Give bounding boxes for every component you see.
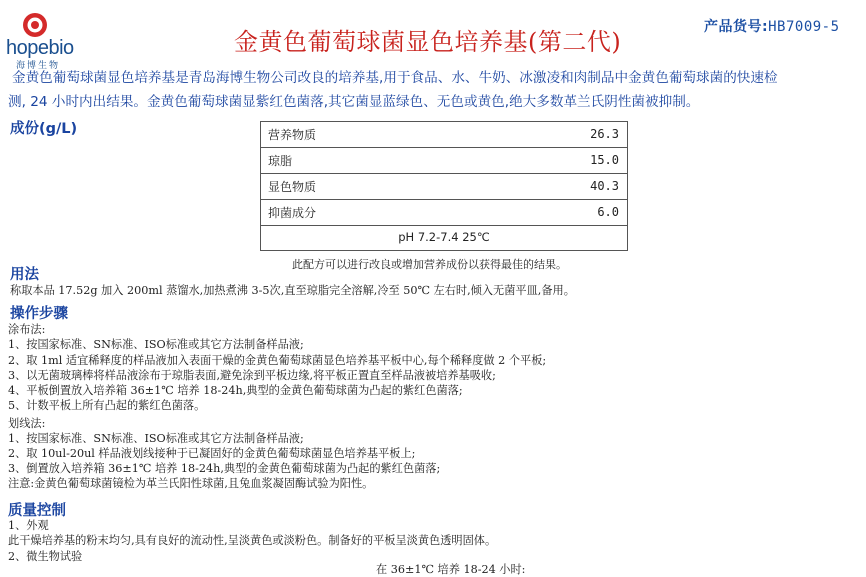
list-item: 3、以无菌玻璃棒将样品液涂布于琼脂表面,避免涂到平板边缘,将平板正置直至样品液被培养基吸收; <box>8 369 496 382</box>
table-row <box>261 174 627 200</box>
logo-icon <box>22 12 48 38</box>
composition-note: 此配方可以进行改良或增加营养成份以获得最佳的结果。 <box>292 258 567 271</box>
usage-heading: 用法 <box>10 267 39 283</box>
brand-name: hopebio <box>6 37 74 59</box>
product-code <box>704 16 840 36</box>
ingredient-name: 显色物质 <box>268 180 317 194</box>
ph-temperature: pH 7.2-7.4 25℃ <box>398 230 490 244</box>
streak-method-title: 划线法: <box>8 417 46 430</box>
table-row <box>261 148 627 174</box>
composition-table <box>260 121 628 251</box>
ingredient-name: 抑菌成分 <box>268 206 317 220</box>
ingredient-value: 6.0 <box>597 205 619 219</box>
list-item: 1、按国家标准、SN标准、ISO标准或其它方法制备样品液; <box>8 338 304 351</box>
intro-line-2: 测, 24 小时内出结果。金黄色葡萄球菌显紫红色菌落,其它菌显蓝绿色、无色或黄色,绝大多数革兰氏阴性菌被抑制。 <box>8 94 700 110</box>
intro-line-1: 金黄色葡萄球菌显色培养基是青岛海博生物公司改良的培养基,用于食品、水、牛奶、冰激凌和肉制品中金黄色葡萄球菌的快速检 <box>12 70 778 86</box>
list-item: 1、按国家标准、SN标准、ISO标准或其它方法制备样品液; <box>8 432 304 445</box>
ingredient-name: 营养物质 <box>268 128 317 142</box>
list-item: 4、平板倒置放入培养箱 36±1℃ 培养 18-24h,典型的金黄色葡萄球菌为凸起的紫红色菌落; <box>8 384 463 397</box>
procedure-heading: 操作步骤 <box>10 306 68 322</box>
list-item: 5、计数平板上所有凸起的紫红色菌落。 <box>8 399 206 412</box>
product-code-value: HB7009-5 <box>768 19 840 35</box>
ingredient-value: 26.3 <box>590 127 619 141</box>
composition-heading: 成份(g/L) <box>10 121 78 137</box>
product-code-label: 产品货号: <box>704 19 769 35</box>
ingredient-value: 40.3 <box>590 179 619 193</box>
quality-microbial-text: 在 36±1℃ 培养 18-24 小时: <box>376 563 526 576</box>
usage-text: 称取本品 17.52g 加入 200ml 蒸馏水,加热煮沸 3-5次,直至琼脂完全溶解,冷至 50℃ 左右时,倾入无菌平皿,备用。 <box>10 284 575 297</box>
ingredient-name: 琼脂 <box>268 154 293 168</box>
ingredient-value: 15.0 <box>590 153 619 167</box>
quality-item-microbial: 2、微生物试验 <box>8 550 83 563</box>
list-item: 2、取 1ml 适宜稀释度的样品液加入表面干燥的金黄色葡萄球菌显色培养基平板中心,每个稀释度做 2 个平板; <box>8 354 547 367</box>
brand-name-cn: 海博生物 <box>16 61 61 71</box>
spread-method-title: 涂布法: <box>8 323 46 336</box>
quality-item-appearance: 1、外观 <box>8 519 49 532</box>
list-item: 注意:金黄色葡萄球菌镜检为革兰氏阳性球菌,且兔血浆凝固酶试验为阳性。 <box>8 477 374 490</box>
quality-appearance-text: 此干燥培养基的粉末均匀,具有良好的流动性,呈淡黄色或淡粉色。制备好的平板呈淡黄色透明固体。 <box>8 534 497 547</box>
table-row <box>261 122 627 148</box>
quality-heading: 质量控制 <box>8 503 66 519</box>
list-item: 2、取 10ul-20ul 样品液划线接种于已凝固好的金黄色葡萄球菌显色培养基平板上; <box>8 447 416 460</box>
page-title: 金黄色葡萄球菌显色培养基(第二代) <box>234 28 622 56</box>
table-row <box>261 200 627 226</box>
list-item: 3、倒置放入培养箱 36±1℃ 培养 18-24h,典型的金黄色葡萄球菌为凸起的紫红色菌落; <box>8 462 441 475</box>
